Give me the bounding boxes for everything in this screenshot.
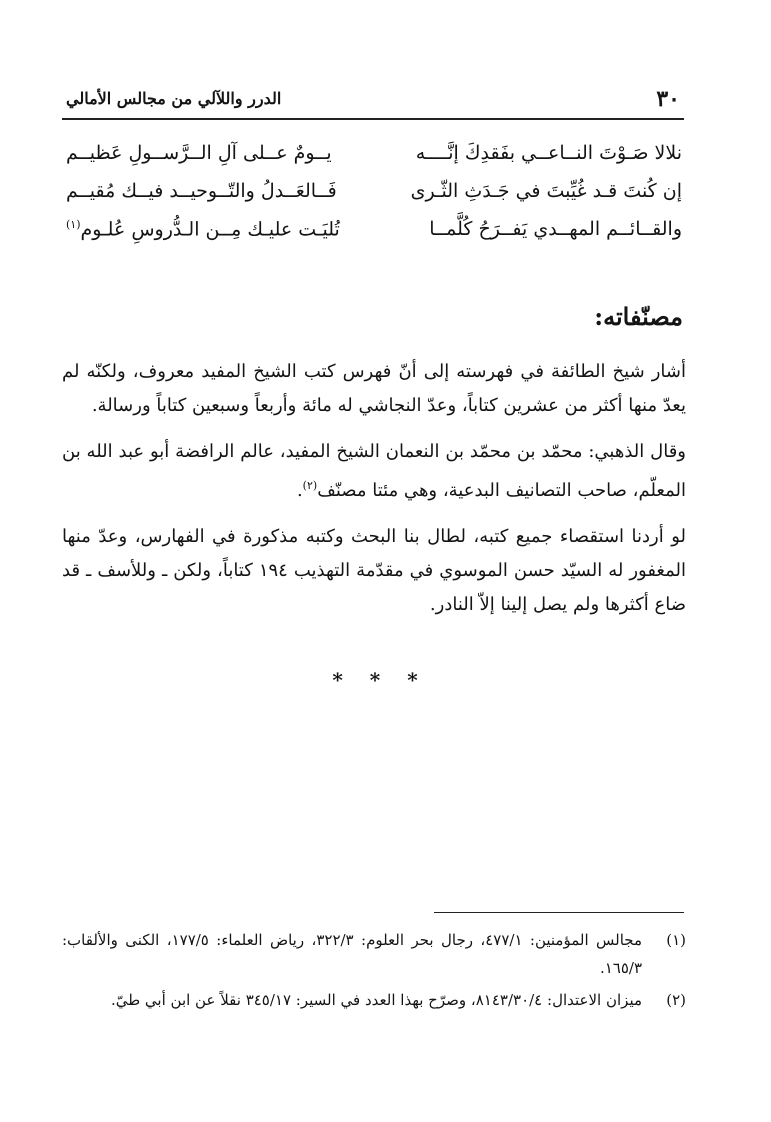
verse-second-hemistich: يــومٌ عــلى آلِ الــرَّســولِ عَظيــم — [66, 142, 332, 164]
paragraph-end: . — [296, 480, 303, 501]
footnote-text: مجالس المؤمنين: ٤٧٧/١، رجال بحر العلوم: ٣٢٢/٣، رياض العلماء: ١٧٧/٥، الكنى والألقاب: ١٦٥/٣. — [62, 931, 643, 977]
footnote-marker[interactable]: (١) — [66, 218, 81, 231]
body-text — [62, 355, 686, 634]
poem — [62, 142, 684, 256]
poem-verse — [62, 218, 684, 256]
verse-second-hemistich: فَــالعَــدلُ والتّــوحيــد فيــك مُقيــم — [66, 180, 337, 202]
footnote-number: (١) — [666, 931, 686, 949]
footnote-text: ميزان الاعتدال: ٨١٤٣/٣٠/٤، وصرّح بهذا العدد في السير: ٣٤٥/١٧ نقلاً عن ابن أبي طيّ. — [110, 991, 642, 1009]
running-title: الدرر واللآلي من مجالس الأمالي — [66, 89, 282, 108]
footnote-divider — [434, 912, 684, 913]
footnote-number: (٢) — [666, 991, 686, 1009]
verse-first-hemistich: إن كُنتَ قـد غُيِّبتَ في جَـدَثِ الثّـرى — [410, 180, 682, 202]
paragraph: أشار شيخ الطائفة في فهرسته إلى أنّ فهرس كتب الشيخ المفيد معروف، ولكنّه لم يعدّ منها أكثر من عشرين كتاباً، وعدّ النجاشي له مائة وأربعاً وسبعين كتاباً ورسالة. — [62, 361, 686, 416]
section-heading: مصنّفاته: — [594, 302, 683, 331]
section-separator: * * * — [332, 668, 428, 692]
footnote — [62, 926, 686, 982]
verse-first-hemistich: نلالا صَـوْتَ النــاعــي بفَقدِكَ إنَّــــه — [415, 142, 682, 164]
paragraph: لو أردنا استقصاء جميع كتبه، لطال بنا البحث وكتبه مذكورة في الفهارس، وعدّ منها المغفور له السيّد حسن الموسوي في مقدّمة التهذيب ١٩٤ كتاباً، ولكن ـ وللأسف ـ قد ضاع أكثرها ولم يصل إلينا إلاّ النادر. — [62, 526, 686, 615]
footnote-marker[interactable]: (٢) — [302, 479, 318, 492]
paragraph-text: وقال الذهبي: محمّد بن محمّد بن النعمان الشيخ المفيد، عالم الرافضة أبو عبد الله بن المعلّم، صاحب التصانيف البدعية، وهي مئتا مصنّف — [62, 441, 686, 501]
verse-text: تُليَـت عليـك مِــن الـدُّروسِ عُلـوم — [80, 218, 340, 241]
verse-first-hemistich: والقــائــم المهــدي يَفــرَحُ كُلَّمــا — [429, 218, 682, 240]
poem-verse — [62, 180, 684, 218]
poem-verse — [62, 142, 684, 180]
paragraph — [62, 435, 686, 508]
footnote — [62, 986, 686, 1014]
page-number: ٣٠ — [656, 86, 680, 112]
verse-second-hemistich — [66, 218, 340, 240]
footnotes — [62, 926, 686, 1018]
running-header — [62, 84, 684, 120]
